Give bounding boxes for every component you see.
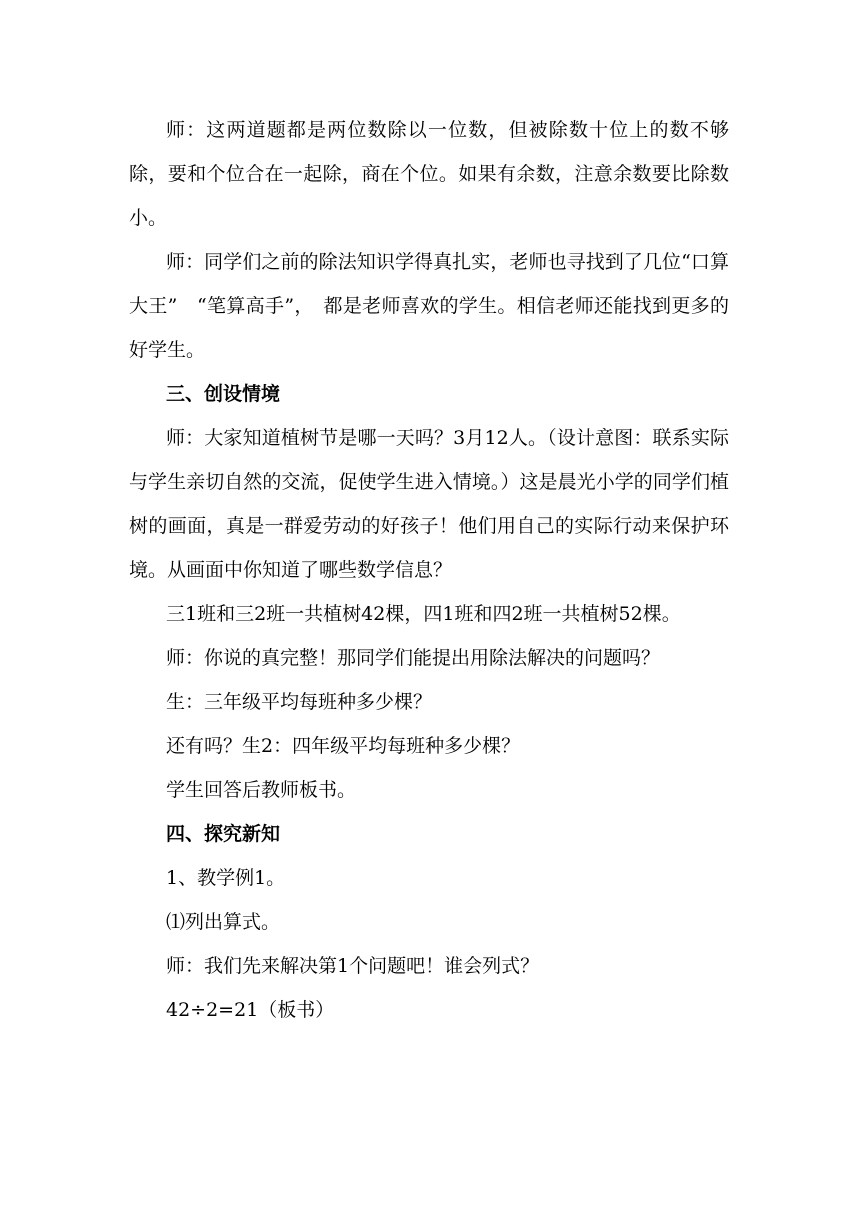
paragraph-student-question-2: 还有吗？生2：四年级平均每班种多少棵？ bbox=[166, 735, 521, 757]
paragraph-example-1: 1、教学例1。 bbox=[166, 867, 286, 889]
paragraph-student-question-1: 生：三年级平均每班种多少棵？ bbox=[166, 691, 433, 713]
paragraph-teacher-solve: 师：我们先来解决第1个问题吧！谁会列式？ bbox=[166, 955, 540, 977]
paragraph-teacher-summary: 师：这两道题都是两位数除以一位数，但被除数十位上的数不够除，要和个位合在一起除，商在个位。如果有余数，注意余数要比除数小。 bbox=[129, 119, 729, 229]
paragraph-arbor-day: 师：大家知道植树节是哪一天吗？3月12人。（设计意图：联系实际与学生亲切自然的交流，促使学生进入情境。）这是晨光小学的同学们植树的画面，真是一群爱劳动的好孩子！他们用自己的实际行动来保护环境。从画面中你知道了哪些数学信息？ bbox=[129, 427, 729, 581]
section-heading-scenario: 三、创设情境 bbox=[166, 383, 281, 405]
paragraph-equation: 42÷2=21（板书） bbox=[166, 999, 335, 1021]
section-heading-explore: 四、探究新知 bbox=[166, 823, 281, 845]
paragraph-teacher-question: 师：你说的真完整！那同学们能提出用除法解决的问题吗？ bbox=[166, 647, 661, 669]
document-body bbox=[129, 108, 729, 1032]
paragraph-list-formula: ⑴列出算式。 bbox=[166, 911, 281, 933]
paragraph-teacher-praise: 师：同学们之前的除法知识学得真扎实，老师也寻找到了几位“口算大王” “笔算高手”， 都是老师喜欢的学生。相信老师还能找到更多的好学生。 bbox=[129, 251, 729, 361]
paragraph-board-note: 学生回答后教师板书。 bbox=[166, 779, 357, 801]
paragraph-tree-info: 三1班和三2班一共植树42棵，四1班和四2班一共植树52棵。 bbox=[166, 603, 681, 625]
